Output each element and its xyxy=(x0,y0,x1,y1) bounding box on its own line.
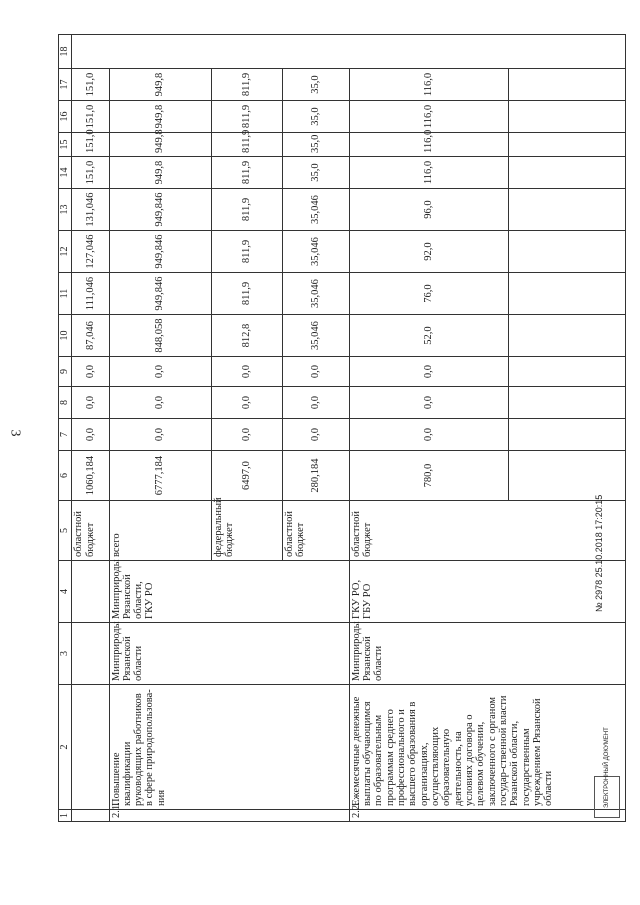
value-cell: 0,0 xyxy=(349,419,509,451)
value-cell: 0,0 xyxy=(109,357,211,387)
header-cell: 1 xyxy=(59,810,72,822)
value-cell: 949,8 xyxy=(109,69,211,101)
header-cell: 10 xyxy=(59,315,72,357)
value-cell: 35,046 xyxy=(282,231,349,273)
item-participant: ГКУ РО, ГБУ РО xyxy=(349,561,625,623)
header-cell: 5 xyxy=(59,501,72,561)
item-number: 2.1. xyxy=(109,810,349,822)
value-cell: 811,9 xyxy=(211,273,282,315)
header-cell: 16 xyxy=(59,101,72,133)
header-cell: 2 xyxy=(59,685,72,810)
value-cell: 6497,0 xyxy=(211,451,282,501)
value-cell: 0,0 xyxy=(282,357,349,387)
value-cell: 0,0 xyxy=(349,357,509,387)
budget-source: федеральный бюджет xyxy=(211,501,282,561)
header-cell: 3 xyxy=(59,623,72,685)
header-cell: 14 xyxy=(59,157,72,189)
value-cell: 811,9 xyxy=(211,69,282,101)
value-cell: 35,0 xyxy=(282,133,349,157)
header-cell: 6 xyxy=(59,451,72,501)
table-row-carryover xyxy=(72,35,109,822)
value-cell: 1060,184 xyxy=(72,451,109,501)
value-cell: 151,0 xyxy=(72,133,109,157)
value-cell: 780,0 xyxy=(349,451,509,501)
value-cell: 949,846 xyxy=(109,273,211,315)
header-cell: 7 xyxy=(59,419,72,451)
value-cell: 949,846 xyxy=(109,189,211,231)
value-cell: 0,0 xyxy=(282,387,349,419)
value-cell: 0,0 xyxy=(211,419,282,451)
value-cell: 96,0 xyxy=(349,189,509,231)
value-cell: 0,0 xyxy=(109,419,211,451)
value-cell: 116,0 xyxy=(349,101,509,133)
budget-source: областной бюджет xyxy=(349,501,625,561)
value-cell: 812,8 xyxy=(211,315,282,357)
stamp-text: ЭЛЕКТРОННЫЙ ДОКУМЕНТ xyxy=(604,727,610,808)
value-cell: 0,0 xyxy=(109,387,211,419)
header-cell: 4 xyxy=(59,561,72,623)
value-cell: 35,046 xyxy=(282,189,349,231)
table-row-2-1-total xyxy=(109,35,211,822)
header-cell: 15 xyxy=(59,133,72,157)
rotated-table-container xyxy=(58,34,626,822)
value-cell: 52,0 xyxy=(349,315,509,357)
value-cell: 76,0 xyxy=(349,273,509,315)
value-cell: 0,0 xyxy=(349,387,509,419)
header-cell: 12 xyxy=(59,231,72,273)
item-participant: Минприроды Рязанской области, ГКУ РО xyxy=(109,561,349,623)
header-row xyxy=(59,35,72,822)
item-number: 2.2. xyxy=(349,810,625,822)
budget-table xyxy=(58,34,626,822)
item-name: Повышение квалификации руководящих работников в сфере природопользова-ния xyxy=(109,685,349,810)
e-document-stamp xyxy=(594,727,620,818)
value-cell: 949,8 xyxy=(109,101,211,133)
value-cell: 0,0 xyxy=(282,419,349,451)
value-cell: 0,0 xyxy=(211,387,282,419)
value-cell: 811,9 xyxy=(211,133,282,157)
value-cell: 949,846 xyxy=(109,231,211,273)
value-cell: 949,8 xyxy=(109,133,211,157)
value-cell: 35,046 xyxy=(282,315,349,357)
value-cell: 111,046 xyxy=(72,273,109,315)
value-cell: 131,046 xyxy=(72,189,109,231)
value-cell: 151,0 xyxy=(72,69,109,101)
item-executor: Минприроды Рязанской области xyxy=(349,623,625,685)
value-cell: 35,0 xyxy=(282,101,349,133)
value-cell: 35,0 xyxy=(282,157,349,189)
value-cell: 0,0 xyxy=(72,419,109,451)
value-cell: 949,8 xyxy=(109,157,211,189)
budget-source: всего xyxy=(109,501,211,561)
item-name: Ежемесячные денежные выплаты обучающимся по образовательным программам среднего профессионального и высшего образования в организациях, осуществляющих образовательную деятельность, на условиях договора о целевом обучении, заключенного с органом государ-ственной власти Рязанской области, государственным учреждением Рязанской области xyxy=(349,685,625,810)
budget-source: областной бюджет xyxy=(72,501,109,561)
value-cell: 35,046 xyxy=(282,273,349,315)
table-row-2-2 xyxy=(349,35,509,822)
value-cell: 0,0 xyxy=(72,387,109,419)
value-cell: 0,0 xyxy=(72,357,109,387)
budget-source: областной бюджет xyxy=(282,501,349,561)
value-cell: 116,0 xyxy=(349,133,509,157)
document-footer: № 2978 25.10.2018 17:20:15 xyxy=(594,494,604,612)
value-cell: 116,0 xyxy=(349,69,509,101)
value-cell: 811,9 xyxy=(211,101,282,133)
item-executor: Минприроды Рязанской области xyxy=(109,623,349,685)
value-cell: 87,046 xyxy=(72,315,109,357)
value-cell: 811,9 xyxy=(211,231,282,273)
header-cell: 8 xyxy=(59,387,72,419)
header-cell: 13 xyxy=(59,189,72,231)
value-cell: 6777,184 xyxy=(109,451,211,501)
value-cell: 151,0 xyxy=(72,157,109,189)
header-cell: 11 xyxy=(59,273,72,315)
value-cell: 811,9 xyxy=(211,157,282,189)
value-cell: 0,0 xyxy=(211,357,282,387)
value-cell: 848,058 xyxy=(109,315,211,357)
value-cell: 35,0 xyxy=(282,69,349,101)
page-number: 3 xyxy=(7,429,23,437)
value-cell: 280,184 xyxy=(282,451,349,501)
value-cell: 151,0 xyxy=(72,101,109,133)
header-cell: 17 xyxy=(59,69,72,101)
value-cell: 811,9 xyxy=(211,189,282,231)
value-cell: 116,0 xyxy=(349,157,509,189)
header-cell: 18 xyxy=(59,35,72,69)
value-cell: 92,0 xyxy=(349,231,509,273)
value-cell: 127,046 xyxy=(72,231,109,273)
header-cell: 9 xyxy=(59,357,72,387)
